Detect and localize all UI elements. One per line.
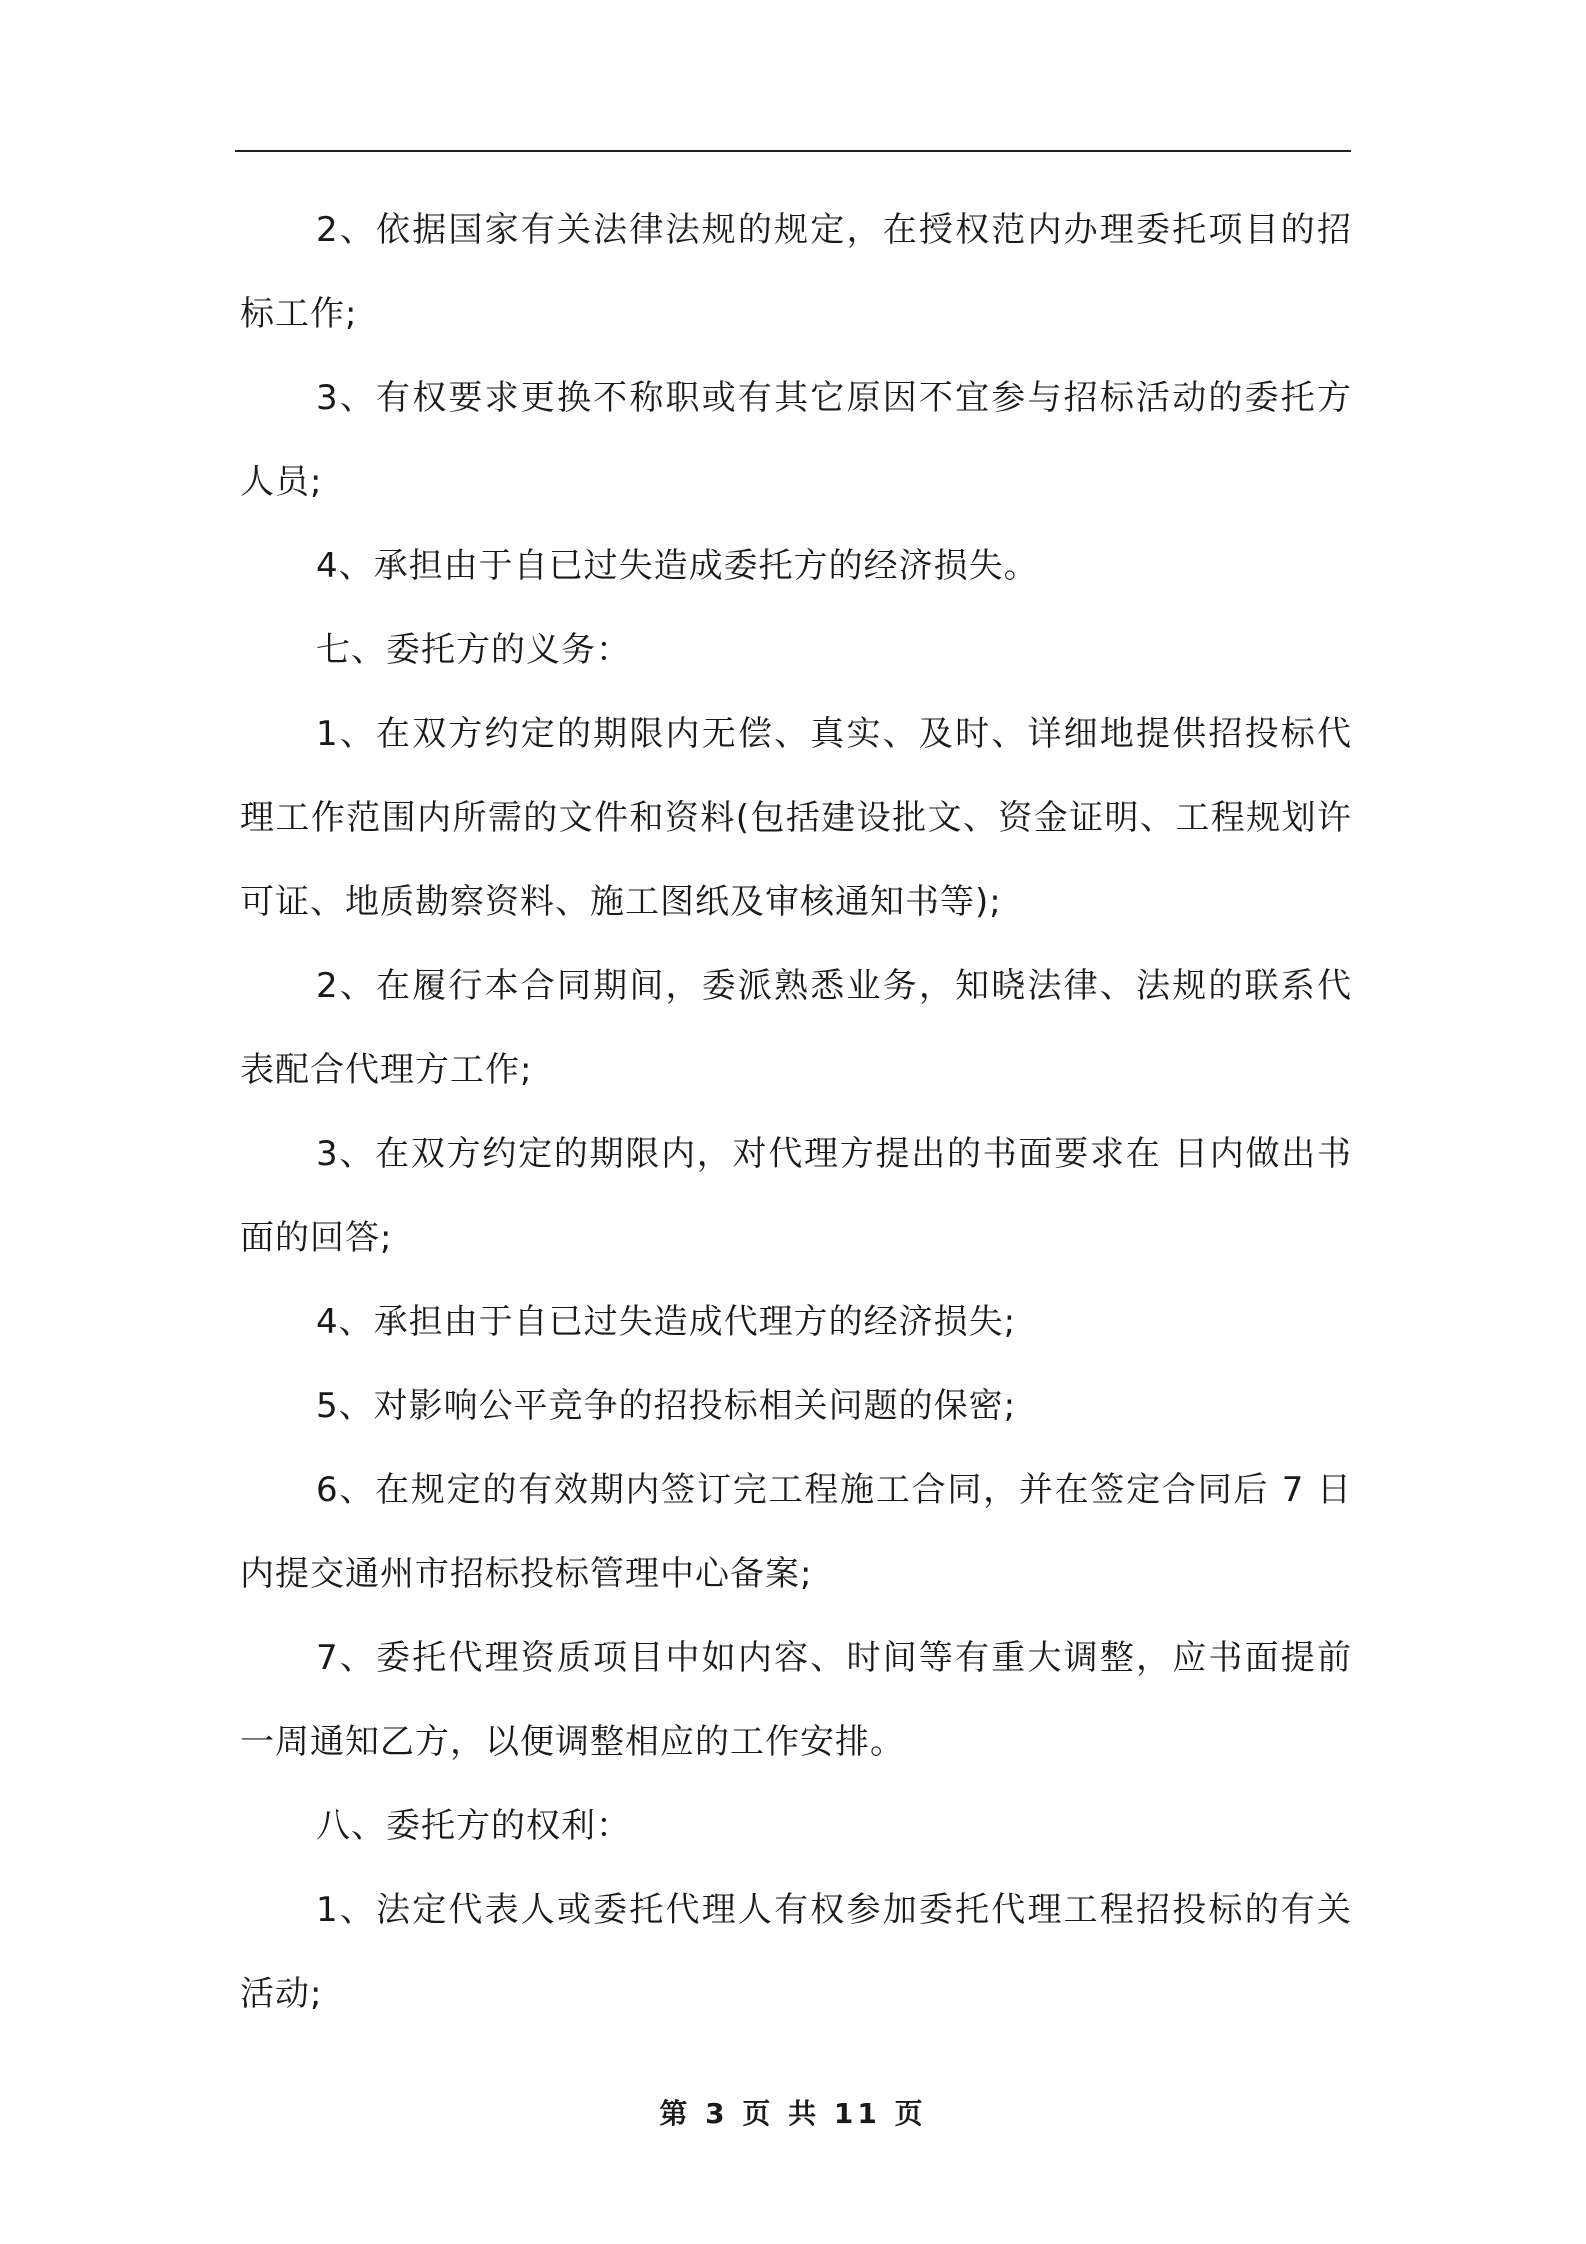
paragraph: 5、对影响公平竞争的招投标相关问题的保密;	[316, 1386, 1017, 1426]
page-footer	[0, 2092, 1586, 2132]
paragraph: 1、法定代表人或委托代理人有权参加委托代理工程招投标的有关活动;	[240, 1890, 1352, 2014]
paragraph: 6、在规定的有效期内签订完工程施工合同，并在签定合同后 7 日内提交通州市招标投标管理中心备案;	[240, 1470, 1352, 1594]
page-number: 第 3 页 共 11 页	[659, 2097, 927, 2130]
paragraph: 4、承担由于自已过失造成代理方的经济损失;	[316, 1302, 1017, 1342]
paragraph: 2、在履行本合同期间，委派熟悉业务，知晓法律、法规的联系代表配合代理方工作;	[240, 966, 1352, 1090]
document-body	[240, 188, 1352, 2036]
paragraph: 1、在双方约定的期限内无偿、真实、及时、详细地提供招投标代理工作范围内所需的文件和资料(包括建设批文、资金证明、工程规划许可证、地质勘察资料、施工图纸及审核通知书等);	[240, 714, 1352, 922]
paragraph: 3、在双方约定的期限内，对代理方提出的书面要求在 日内做出书面的回答;	[240, 1134, 1352, 1258]
paragraph: 3、有权要求更换不称职或有其它原因不宜参与招标活动的委托方人员;	[240, 378, 1352, 502]
paragraph: 2、依据国家有关法律法规的规定，在授权范内办理委托项目的招标工作;	[240, 210, 1352, 334]
header-rule	[235, 150, 1351, 152]
section-heading: 八、委托方的权利：	[316, 1806, 631, 1846]
section-heading: 七、委托方的义务：	[316, 630, 631, 670]
paragraph: 4、承担由于自已过失造成委托方的经济损失。	[316, 546, 1039, 586]
paragraph: 7、委托代理资质项目中如内容、时间等有重大调整，应书面提前一周通知乙方，以便调整相应的工作安排。	[240, 1638, 1352, 1762]
